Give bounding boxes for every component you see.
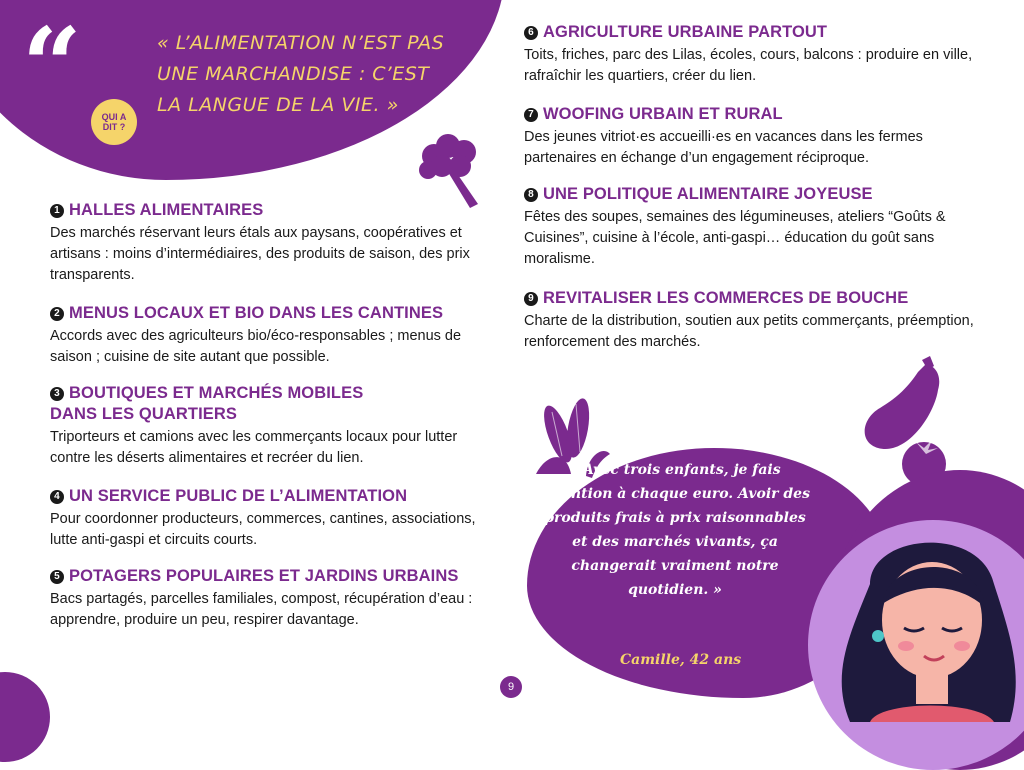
who-said-label: QUI A DIT ? xyxy=(101,112,127,132)
item-title: 5 POTAGERS POPULAIRES ET JARDINS URBAINS xyxy=(50,566,490,587)
item-number: 8 xyxy=(524,188,538,202)
item-title: 9 REVITALISER LES COMMERCES DE BOUCHE xyxy=(524,288,984,309)
item-title: 3 BOUTIQUES ET MARCHÉS MOBILES DANS LES QUARTIERS xyxy=(50,384,364,423)
item-title: 4 UN SERVICE PUBLIC DE L’ALIMENTATION xyxy=(50,486,490,507)
item-number: 9 xyxy=(524,292,538,306)
item-title: 7 WOOFING URBAIN ET RURAL xyxy=(524,104,984,125)
program-item-4 xyxy=(50,486,490,551)
item-text: Des marchés réservant leurs étals aux paysans, coopératives et artisans : moins d’intermédiaires, des produits de saison, des prix transparents. xyxy=(50,225,470,283)
item-number: 4 xyxy=(50,490,64,504)
program-item-2 xyxy=(50,303,490,368)
featured-quote: « L’ALIMENTATION N’EST PAS UNE MARCHANDISE : C’EST LA LANGUE DE LA VIE. » xyxy=(157,32,445,116)
item-text: Des jeunes vitriot·es accueilli·es en vacances dans les fermes partenaires en échange d’un engagement réciproque. xyxy=(524,129,923,166)
item-number: 2 xyxy=(50,307,64,321)
program-item-1 xyxy=(50,200,490,286)
woman-avatar-illustration xyxy=(830,524,1024,722)
who-said-badge[interactable] xyxy=(91,99,137,145)
quote-mark-icon: “ xyxy=(22,4,82,127)
testimonial-author: Camille, 42 ans xyxy=(620,652,742,668)
testimonial-quote: « Avec trois enfants, je fais attention à chaque euro. Avoir des produits frais à prix raisonnables et des marchés vivants, ça changerait vraiment notre quotidien. » xyxy=(540,462,810,598)
item-title: 1 HALLES ALIMENTAIRES xyxy=(50,200,490,221)
item-number: 1 xyxy=(50,204,64,218)
item-text: Toits, friches, parc des Lilas, écoles, cours, balcons : produire en ville, rafraîchir les quartiers, créer du lien. xyxy=(524,47,973,84)
item-title: 8 UNE POLITIQUE ALIMENTAIRE JOYEUSE xyxy=(524,184,984,205)
item-text: Charte de la distribution, soutien aux petits commerçants, préemption, renforcement des marchés. xyxy=(524,313,974,350)
item-number: 7 xyxy=(524,108,538,122)
item-number: 5 xyxy=(50,570,64,584)
item-title: 6 AGRICULTURE URBAINE PARTOUT xyxy=(524,22,984,43)
item-number: 3 xyxy=(50,387,64,401)
item-title: 2 MENUS LOCAUX ET BIO DANS LES CANTINES xyxy=(50,303,490,324)
item-text: Pour coordonner producteurs, commerces, cantines, associations, lutte anti-gaspi et circuits courts. xyxy=(50,511,476,548)
page-number: 9 xyxy=(500,676,522,698)
item-text: Triporteurs et camions avec les commerçants locaux pour lutter contre les déserts alimentaires et recréer du lien. xyxy=(50,429,458,466)
program-item-5 xyxy=(50,566,490,631)
program-item-3 xyxy=(50,383,490,469)
item-text: Accords avec des agriculteurs bio/éco-responsables ; menus de saison ; cuisine de site autant que possible. xyxy=(50,328,462,365)
decorative-blob xyxy=(0,672,50,762)
item-text: Fêtes des soupes, semaines des légumineuses, ateliers “Goûts & Cuisines”, cuisine à l’école, anti-gaspi… éducation du goût sans moralisme. xyxy=(524,209,946,267)
program-item-7 xyxy=(524,104,984,169)
program-item-9 xyxy=(524,288,984,353)
item-text: Bacs partagés, parcelles familiales, compost, récupération d’eau : apprendre, produire un peu, respirer davantage. xyxy=(50,591,473,628)
program-item-8 xyxy=(524,184,984,270)
item-number: 6 xyxy=(524,26,538,40)
program-item-6 xyxy=(524,22,984,87)
